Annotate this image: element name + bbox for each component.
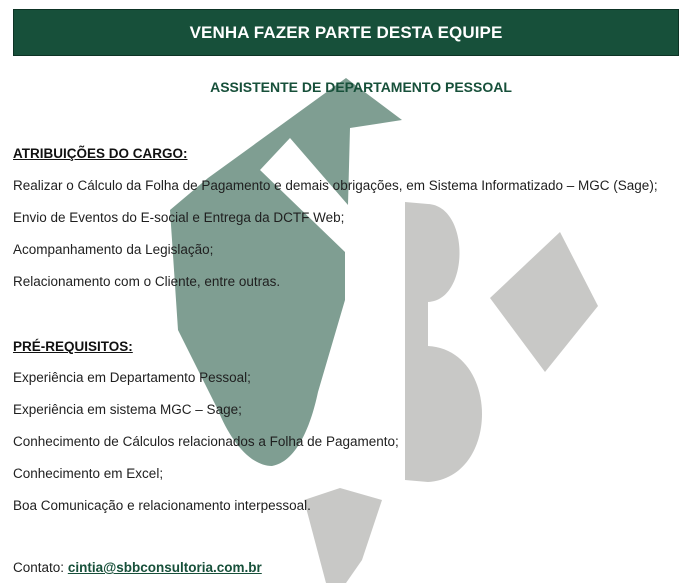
contact-label: Contato xyxy=(13,560,61,575)
requirement-item: Conhecimento em Excel; xyxy=(13,466,164,481)
responsibilities-heading: ATRIBUIÇÕES DO CARGO: xyxy=(13,146,188,161)
contact-email-link[interactable]: cintia@sbbconsultoria.com.br xyxy=(67,560,262,575)
watermark-b-stem xyxy=(405,202,428,482)
contact-line xyxy=(13,560,262,575)
responsibility-item: Envio de Eventos do E-social e Entrega da DCTF Web; xyxy=(13,210,345,225)
watermark-bottom-arrow xyxy=(304,488,382,583)
responsibility-item: Acompanhamento da Legislação; xyxy=(13,242,214,257)
responsibility-item: Realizar o Cálculo da Folha de Pagamento e demais obrigações, em Sistema Informatizado – MGC (Sage); xyxy=(13,178,658,193)
contact-separator: : xyxy=(60,560,68,575)
requirement-item: Experiência em Departamento Pessoal; xyxy=(13,370,251,385)
banner-title: VENHA FAZER PARTE DESTA EQUIPE xyxy=(189,22,503,42)
recruitment-banner xyxy=(13,9,679,56)
watermark-b-upper xyxy=(428,204,460,302)
job-title: ASSISTENTE DE DEPARTAMENTO PESSOAL xyxy=(210,79,512,95)
requirement-item: Conhecimento de Cálculos relacionados a Folha de Pagamento; xyxy=(13,434,399,449)
responsibility-item: Relacionamento com o Cliente, entre outras. xyxy=(13,274,281,289)
requirement-item: Experiência em sistema MGC – Sage; xyxy=(13,402,242,417)
requirement-item: Boa Comunicação e relacionamento interpessoal. xyxy=(13,498,311,513)
watermark-diamond xyxy=(490,232,598,372)
requirements-heading: PRÉ-REQUISITOS: xyxy=(13,339,133,354)
watermark-b-lower xyxy=(428,346,482,482)
